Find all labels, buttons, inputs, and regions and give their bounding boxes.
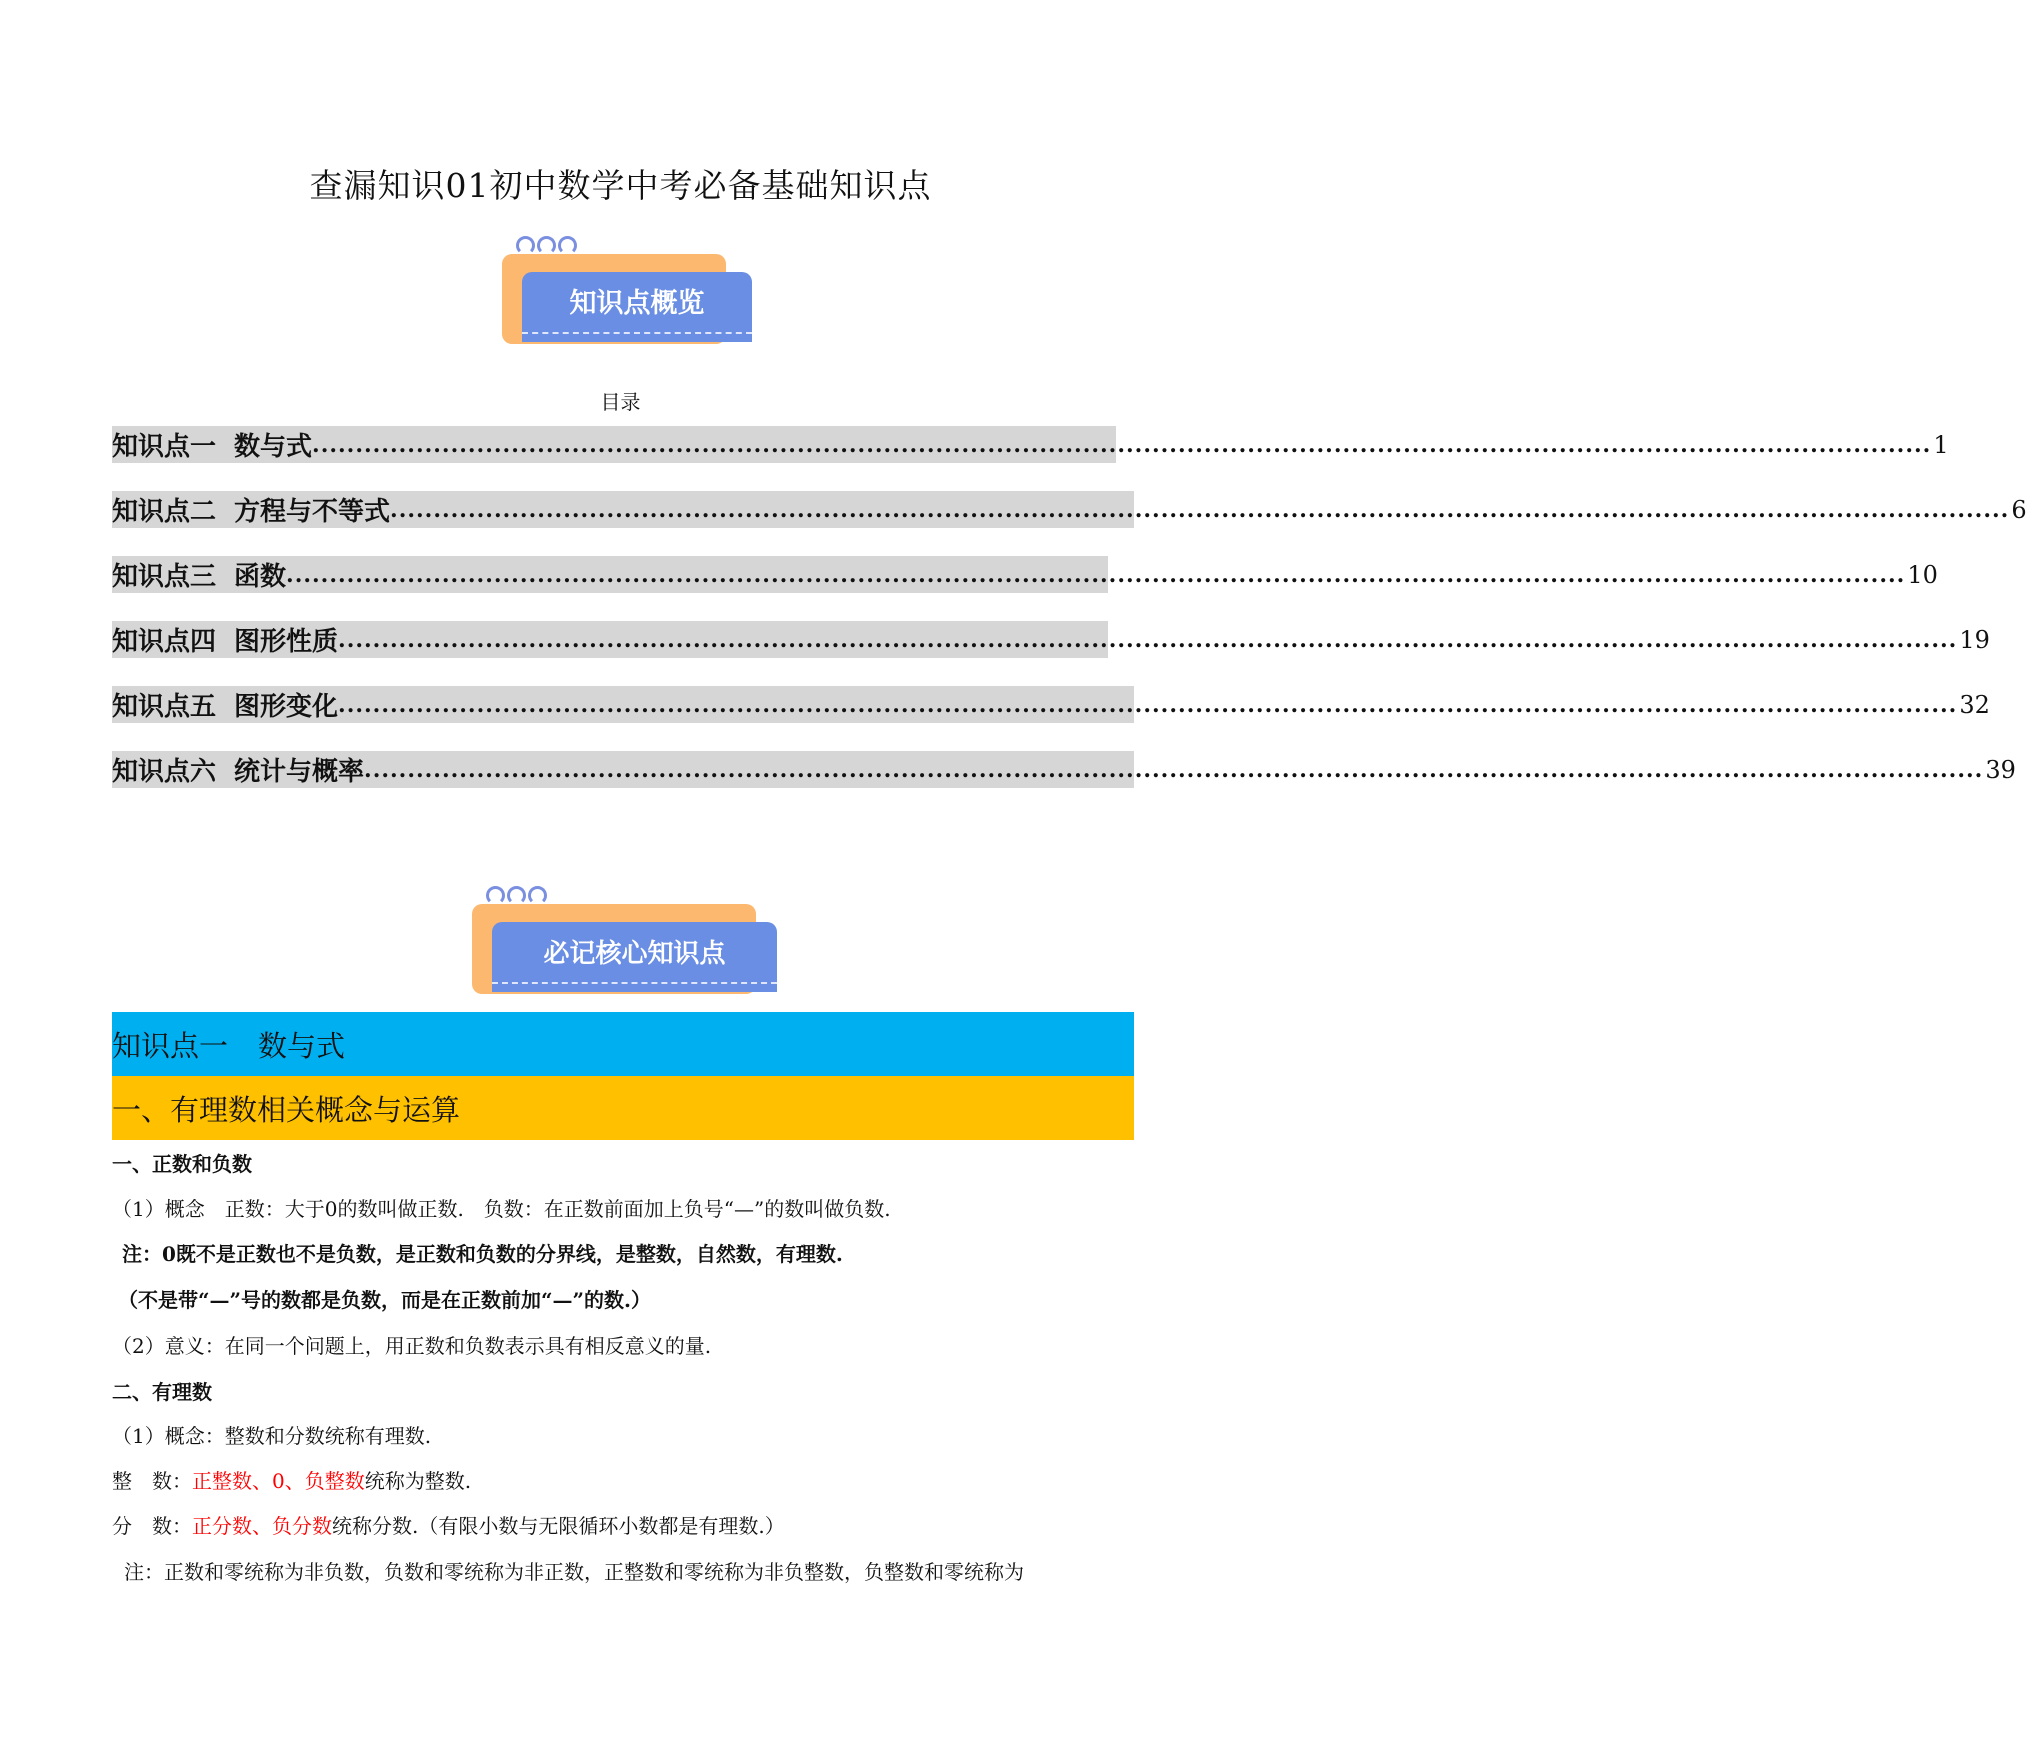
fractions-tail: 统称分数.（有限小数与无限循环小数都是有理数.） <box>332 1514 785 1538</box>
overview-badge <box>502 236 752 346</box>
toc-entry-label: 知识点四 图形性质 <box>112 627 339 657</box>
toc-leader: ........................................................................................................................................................................................... <box>286 561 1906 588</box>
section-number: 知识点一 <box>112 1028 229 1063</box>
core-badge-label: 必记核心知识点 <box>543 939 726 969</box>
table-of-contents <box>112 426 2027 816</box>
integers-tail: 统称为整数. <box>364 1469 472 1493</box>
toc-entry-page: 39 <box>1985 755 2016 784</box>
toc-entry[interactable] <box>112 491 2027 528</box>
ring-binder-icon <box>516 236 577 255</box>
toc-entry-label: 知识点五 图形变化 <box>112 692 339 722</box>
paragraph-rational-concept: （1）概念：整数和分数统称有理数. <box>112 1424 432 1448</box>
toc-leader: ........................................................................................................................................................................................... <box>338 691 1958 718</box>
subsection-header: 一、有理数相关概念与运算 <box>112 1076 1134 1140</box>
toc-entry[interactable] <box>112 686 1990 723</box>
section-name: 数与式 <box>258 1028 346 1063</box>
overview-badge-label: 知识点概览 <box>569 288 705 319</box>
toc-entry-page: 19 <box>1959 625 1990 654</box>
toc-entry[interactable] <box>112 621 1990 658</box>
toc-entry-page: 1 <box>1933 430 1949 459</box>
toc-leader: ........................................................................................................................................................................................... <box>312 431 1932 458</box>
note-zero: 注：0既不是正数也不是负数，是正数和负数的分界线，是整数，自然数，有理数. <box>122 1242 843 1266</box>
ring-binder-icon <box>486 886 547 905</box>
toc-entry[interactable] <box>112 751 2016 788</box>
section-header <box>112 1012 1134 1076</box>
heading-positive-negative: 一、正数和负数 <box>112 1152 252 1176</box>
page-title: 查漏知识01初中数学中考必备基础知识点 <box>309 166 932 205</box>
core-badge <box>472 886 777 996</box>
heading-rational: 二、有理数 <box>112 1380 212 1404</box>
toc-entry-page: 10 <box>1907 560 1938 589</box>
toc-entry[interactable] <box>112 556 1938 593</box>
paragraph-integers <box>112 1465 1142 1494</box>
fractions-label: 分 数： <box>112 1514 192 1538</box>
toc-entry-page: 6 <box>2011 495 2027 524</box>
paragraph-concept: （1）概念 正数：大于0的数叫做正数. 负数：在正数前面加上负号“—”的数叫做负数. <box>112 1197 891 1221</box>
paragraph-meaning: （2）意义：在同一个问题上，用正数和负数表示具有相反意义的量. <box>112 1334 712 1358</box>
note-negative-sign: （不是带“—”号的数都是负数，而是在正数前加“—”的数.） <box>118 1288 651 1312</box>
toc-leader: ........................................................................................................................................................................................... <box>390 496 2010 523</box>
toc-entry-label: 知识点二 方程与不等式 <box>112 497 391 527</box>
toc-leader: ........................................................................................................................................................................................... <box>338 626 1958 653</box>
paragraph-fractions <box>112 1510 1142 1539</box>
integers-highlight: 正整数、0、负整数 <box>192 1469 365 1493</box>
toc-entry-page: 32 <box>1959 690 1990 719</box>
integers-label: 整 数： <box>112 1469 192 1493</box>
toc-heading: 目录 <box>600 390 641 414</box>
toc-entry-label: 知识点六 统计与概率 <box>112 757 365 787</box>
toc-leader: ........................................................................................................................................................................................... <box>364 756 1984 783</box>
toc-entry-label: 知识点一 数与式 <box>112 432 313 462</box>
note-nonnegative: 注：正数和零统称为非负数，负数和零统称为非正数，正整数和零统称为非负整数，负整数和零统称为 <box>124 1560 1024 1584</box>
toc-entry[interactable] <box>112 426 1949 463</box>
toc-entry-label: 知识点三 函数 <box>112 562 287 592</box>
fractions-highlight: 正分数、负分数 <box>192 1514 332 1538</box>
